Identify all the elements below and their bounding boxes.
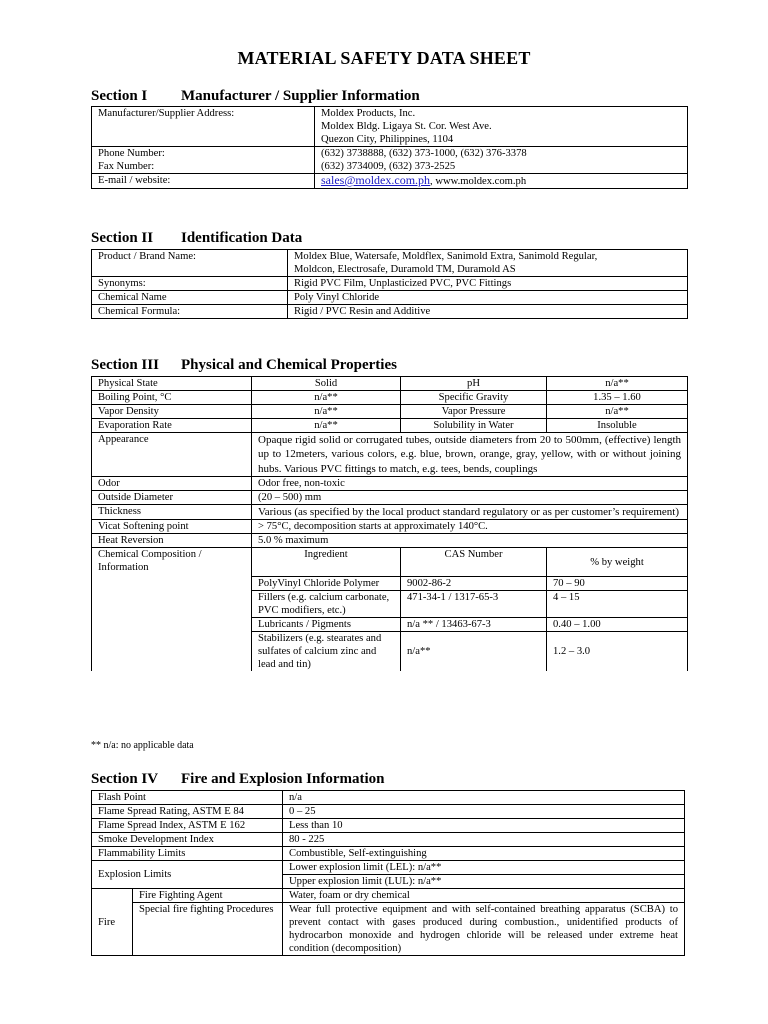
section-title: Manufacturer / Supplier Information: [181, 88, 420, 104]
ingredient-cell: Lubricants / Pigments: [252, 618, 401, 632]
table-row: [92, 833, 685, 847]
cas-cell: 471-34-1 / 1317-65-3: [401, 591, 547, 618]
supplier-table: [91, 106, 688, 189]
ingredient-cell: Stabilizers (e.g. stearates and sulfates of calcium zinc and lead and tin): [252, 632, 401, 672]
address-label: Manufacturer/Supplier Address:: [92, 107, 315, 147]
properties-table: [91, 376, 688, 671]
formula-value: Rigid / PVC Resin and Additive: [288, 305, 688, 319]
ingredient-cell: PolyVinyl Chloride Polymer: [252, 577, 401, 591]
property-value: n/a**: [547, 377, 688, 391]
address-line: Quezon City, Philippines, 1104: [321, 134, 454, 145]
procedures-label: Special fire fighting Procedures: [133, 903, 283, 956]
phone-fax-value: [315, 147, 688, 174]
diameter-value: (20 – 500) mm: [252, 490, 688, 504]
table-row: [92, 405, 688, 419]
table-row: [92, 305, 688, 319]
section-1-heading: [91, 88, 420, 105]
property-label: Vapor Density: [92, 405, 252, 419]
phone-value: (632) 3738888, (632) 373-1000, (632) 376-3378: [321, 148, 527, 159]
website-text: , www.moldex.com.ph: [430, 176, 527, 187]
appearance-value: Opaque rigid solid or corrugated tubes, outside diameters from 20 to 500mm, (effective) length up to 12meters, various colors, e.g. blue, brown, orange, gray, yellow, with or without joining hubs. Various PVC fittings to match, e.g. tees, bends, couplings: [252, 433, 688, 477]
property-label: Evaporation Rate: [92, 419, 252, 433]
fire-value: 80 - 225: [283, 833, 685, 847]
vicat-label: Vicat Softening point: [92, 520, 252, 534]
explosion-label: Explosion Limits: [92, 861, 283, 889]
email-link[interactable]: sales@moldex.com.ph: [321, 173, 431, 187]
weight-cell: 0.40 – 1.00: [547, 618, 688, 632]
fire-label: Flame Spread Index, ASTM E 162: [92, 819, 283, 833]
section-number: Section I: [91, 88, 148, 104]
section-title: Identification Data: [181, 230, 303, 246]
section-4-heading: [91, 771, 385, 788]
table-row: [92, 419, 688, 433]
table-row: [92, 805, 685, 819]
agent-label: Fire Fighting Agent: [133, 889, 283, 903]
table-row: [92, 520, 688, 534]
table-row: [92, 147, 688, 174]
phone-fax-label: [92, 147, 315, 174]
fire-label: Flash Point: [92, 791, 283, 805]
fire-group-label: Fire: [92, 889, 133, 956]
fire-table: [91, 790, 685, 956]
table-row: [92, 391, 688, 405]
email-label: E-mail / website:: [92, 174, 315, 189]
procedures-value: Wear full protective equipment and with self-contained breathing apparatus (SCBA) to prevent contact with gases produced during combustion., unidentified products of hydrocarbon monoxide and hydrogen chloride will be released under extreme heat condition (decomposition): [283, 903, 685, 956]
table-row: [92, 174, 688, 189]
table-row: [92, 861, 685, 875]
table-row: [92, 889, 685, 903]
thickness-label: Thickness: [92, 504, 252, 519]
table-row: [92, 903, 685, 956]
phone-label: Phone Number:: [98, 148, 165, 159]
chemical-name-value: Poly Vinyl Chloride: [288, 291, 688, 305]
property-value: 1.35 – 1.60: [547, 391, 688, 405]
fire-value: Less than 10: [283, 819, 685, 833]
address-line: Moldex Products, Inc.: [321, 108, 416, 119]
property-label: pH: [401, 377, 547, 391]
fire-label: Flame Spread Rating, ASTM E 84: [92, 805, 283, 819]
property-label: Physical State: [92, 377, 252, 391]
table-row: [92, 847, 685, 861]
property-value: Insoluble: [547, 419, 688, 433]
weight-cell: 4 – 15: [547, 591, 688, 618]
table-row: [92, 476, 688, 490]
property-value: Solid: [252, 377, 401, 391]
lel-value: Lower explosion limit (LEL): n/a**: [283, 861, 685, 875]
appearance-label: Appearance: [92, 433, 252, 477]
property-value: n/a**: [252, 405, 401, 419]
address-value: [315, 107, 688, 147]
table-row: [92, 819, 685, 833]
table-row: [92, 291, 688, 305]
fire-label: Smoke Development Index: [92, 833, 283, 847]
vicat-value: > 75°C, decomposition starts at approximately 140°C.: [252, 520, 688, 534]
property-label: Specific Gravity: [401, 391, 547, 405]
lul-value: Upper explosion limit (LUL): n/a**: [283, 875, 685, 889]
thickness-value: Various (as specified by the local product standard regulatory or as per customer’s requirement): [252, 504, 688, 519]
section-number: Section II: [91, 230, 154, 246]
table-row: [92, 250, 688, 277]
fax-label: Fax Number:: [98, 161, 155, 172]
footnote: ** n/a: no applicable data: [91, 740, 194, 751]
fax-value: (632) 3734009, (632) 373-2525: [321, 161, 456, 172]
section-title: Physical and Chemical Properties: [181, 357, 397, 373]
odor-value: Odor free, non-toxic: [252, 476, 688, 490]
property-label: Boiling Point, °C: [92, 391, 252, 405]
synonyms-label: Synonyms:: [92, 277, 288, 291]
ingredient-cell: Fillers (e.g. calcium carbonate, PVC modifiers, etc.): [252, 591, 401, 618]
diameter-label: Outside Diameter: [92, 490, 252, 504]
section-3-heading: [91, 357, 397, 374]
table-row: [92, 377, 688, 391]
column-header: Ingredient: [252, 548, 401, 577]
section-number: Section IV: [91, 771, 159, 787]
section-2-heading: [91, 230, 302, 247]
fire-value: Combustible, Self-extinguishing: [283, 847, 685, 861]
property-value: n/a**: [252, 391, 401, 405]
section-number: Section III: [91, 357, 159, 373]
brand-line: Moldcon, Electrosafe, Duramold TM, Duramold AS: [294, 264, 516, 275]
identification-table: [91, 249, 688, 319]
weight-cell: 70 – 90: [547, 577, 688, 591]
odor-label: Odor: [92, 476, 252, 490]
address-line: Moldex Bldg. Ligaya St. Cor. West Ave.: [321, 121, 492, 132]
fire-label: Flammability Limits: [92, 847, 283, 861]
email-value: [315, 174, 688, 189]
cas-cell: n/a**: [401, 632, 547, 672]
table-row: [92, 107, 688, 147]
cas-cell: 9002-86-2: [401, 577, 547, 591]
table-row: [92, 548, 688, 577]
table-row: [92, 433, 688, 477]
property-value: n/a**: [252, 419, 401, 433]
composition-label: Chemical Composition / Information: [92, 548, 252, 672]
column-header: CAS Number: [401, 548, 547, 577]
fire-value: n/a: [283, 791, 685, 805]
brand-value: [288, 250, 688, 277]
heat-label: Heat Reversion: [92, 534, 252, 548]
section-title: Fire and Explosion Information: [181, 771, 385, 787]
formula-label: Chemical Formula:: [92, 305, 288, 319]
brand-label: Product / Brand Name:: [92, 250, 288, 277]
synonyms-value: Rigid PVC Film, Unplasticized PVC, PVC Fittings: [288, 277, 688, 291]
table-row: [92, 504, 688, 519]
chemical-name-label: Chemical Name: [92, 291, 288, 305]
cas-cell: n/a ** / 13463-67-3: [401, 618, 547, 632]
heat-value: 5.0 % maximum: [252, 534, 688, 548]
table-row: [92, 534, 688, 548]
document-title: MATERIAL SAFETY DATA SHEET: [237, 48, 531, 68]
property-label: Vapor Pressure: [401, 405, 547, 419]
table-row: [92, 277, 688, 291]
property-label: Solubility in Water: [401, 419, 547, 433]
fire-value: 0 – 25: [283, 805, 685, 819]
column-header: % by weight: [547, 548, 688, 577]
brand-line: Moldex Blue, Watersafe, Moldflex, Sanimold Extra, Sanimold Regular,: [294, 251, 598, 262]
table-row: [92, 791, 685, 805]
weight-cell: 1.2 – 3.0: [547, 632, 688, 672]
table-row: [92, 490, 688, 504]
agent-value: Water, foam or dry chemical: [283, 889, 685, 903]
property-value: n/a**: [547, 405, 688, 419]
